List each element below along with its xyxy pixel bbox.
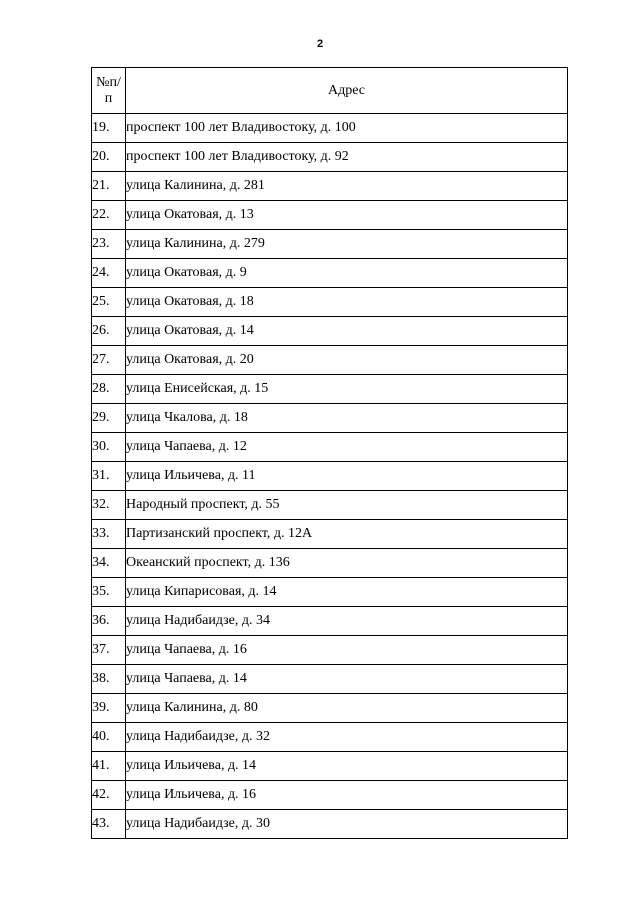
table-row bbox=[92, 491, 568, 520]
row-address: улица Надибаидзе, д. 30 bbox=[126, 810, 568, 839]
table-row bbox=[92, 317, 568, 346]
row-address: улица Калинина, д. 279 bbox=[126, 230, 568, 259]
row-number: 39. bbox=[92, 694, 126, 723]
row-address: улица Чапаева, д. 14 bbox=[126, 665, 568, 694]
row-address: проспект 100 лет Владивостоку, д. 92 bbox=[126, 143, 568, 172]
row-address: улица Надибаидзе, д. 32 bbox=[126, 723, 568, 752]
row-number: 41. bbox=[92, 752, 126, 781]
row-address: улица Ильичева, д. 11 bbox=[126, 462, 568, 491]
table-row bbox=[92, 694, 568, 723]
header-number bbox=[92, 68, 126, 114]
table-row bbox=[92, 346, 568, 375]
table-row bbox=[92, 201, 568, 230]
row-address: улица Окатовая, д. 18 bbox=[126, 288, 568, 317]
table-row bbox=[92, 404, 568, 433]
table-row bbox=[92, 607, 568, 636]
row-address: проспект 100 лет Владивостоку, д. 100 bbox=[126, 114, 568, 143]
table-row bbox=[92, 172, 568, 201]
address-table bbox=[91, 67, 568, 839]
row-address: улица Чапаева, д. 12 bbox=[126, 433, 568, 462]
row-address: улица Ильичева, д. 16 bbox=[126, 781, 568, 810]
row-number: 23. bbox=[92, 230, 126, 259]
row-address: улица Чапаева, д. 16 bbox=[126, 636, 568, 665]
page-number: 2 bbox=[316, 38, 324, 50]
row-number: 34. bbox=[92, 549, 126, 578]
table-row bbox=[92, 143, 568, 172]
row-address: Партизанский проспект, д. 12А bbox=[126, 520, 568, 549]
row-number: 42. bbox=[92, 781, 126, 810]
row-address: улица Окатовая, д. 9 bbox=[126, 259, 568, 288]
table-row bbox=[92, 520, 568, 549]
row-address: улица Калинина, д. 80 bbox=[126, 694, 568, 723]
row-number: 33. bbox=[92, 520, 126, 549]
table-row bbox=[92, 578, 568, 607]
row-number: 26. bbox=[92, 317, 126, 346]
header-address: Адрес bbox=[126, 68, 568, 114]
row-address: улица Окатовая, д. 13 bbox=[126, 201, 568, 230]
row-number: 25. bbox=[92, 288, 126, 317]
row-number: 37. bbox=[92, 636, 126, 665]
row-number: 28. bbox=[92, 375, 126, 404]
row-number: 38. bbox=[92, 665, 126, 694]
table-row bbox=[92, 230, 568, 259]
row-address: улица Кипарисовая, д. 14 bbox=[126, 578, 568, 607]
table-row bbox=[92, 462, 568, 491]
row-address: улица Ильичева, д. 14 bbox=[126, 752, 568, 781]
row-address: улица Надибаидзе, д. 34 bbox=[126, 607, 568, 636]
row-number: 40. bbox=[92, 723, 126, 752]
table-row bbox=[92, 549, 568, 578]
table-row bbox=[92, 114, 568, 143]
row-number: 19. bbox=[92, 114, 126, 143]
row-number: 36. bbox=[92, 607, 126, 636]
row-number: 31. bbox=[92, 462, 126, 491]
row-address: улица Чкалова, д. 18 bbox=[126, 404, 568, 433]
table-row bbox=[92, 723, 568, 752]
row-number: 27. bbox=[92, 346, 126, 375]
table-row bbox=[92, 781, 568, 810]
table-body bbox=[92, 114, 568, 839]
header-number-line2: п bbox=[104, 90, 113, 106]
table-row bbox=[92, 636, 568, 665]
row-number: 30. bbox=[92, 433, 126, 462]
row-address: улица Окатовая, д. 20 bbox=[126, 346, 568, 375]
row-number: 22. bbox=[92, 201, 126, 230]
row-address: Народный проспект, д. 55 bbox=[126, 491, 568, 520]
table-header-row bbox=[92, 68, 568, 114]
table-row bbox=[92, 752, 568, 781]
table-row bbox=[92, 375, 568, 404]
row-number: 29. bbox=[92, 404, 126, 433]
row-address: улица Калинина, д. 281 bbox=[126, 172, 568, 201]
table-row bbox=[92, 665, 568, 694]
row-address: улица Енисейская, д. 15 bbox=[126, 375, 568, 404]
table-row bbox=[92, 810, 568, 839]
row-number: 24. bbox=[92, 259, 126, 288]
row-number: 21. bbox=[92, 172, 126, 201]
table-row bbox=[92, 433, 568, 462]
row-number: 32. bbox=[92, 491, 126, 520]
row-address: улица Окатовая, д. 14 bbox=[126, 317, 568, 346]
row-number: 43. bbox=[92, 810, 126, 839]
row-address: Океанский проспект, д. 136 bbox=[126, 549, 568, 578]
row-number: 35. bbox=[92, 578, 126, 607]
table-row bbox=[92, 288, 568, 317]
table-row bbox=[92, 259, 568, 288]
row-number: 20. bbox=[92, 143, 126, 172]
header-number-line1: №п/ bbox=[96, 74, 121, 90]
